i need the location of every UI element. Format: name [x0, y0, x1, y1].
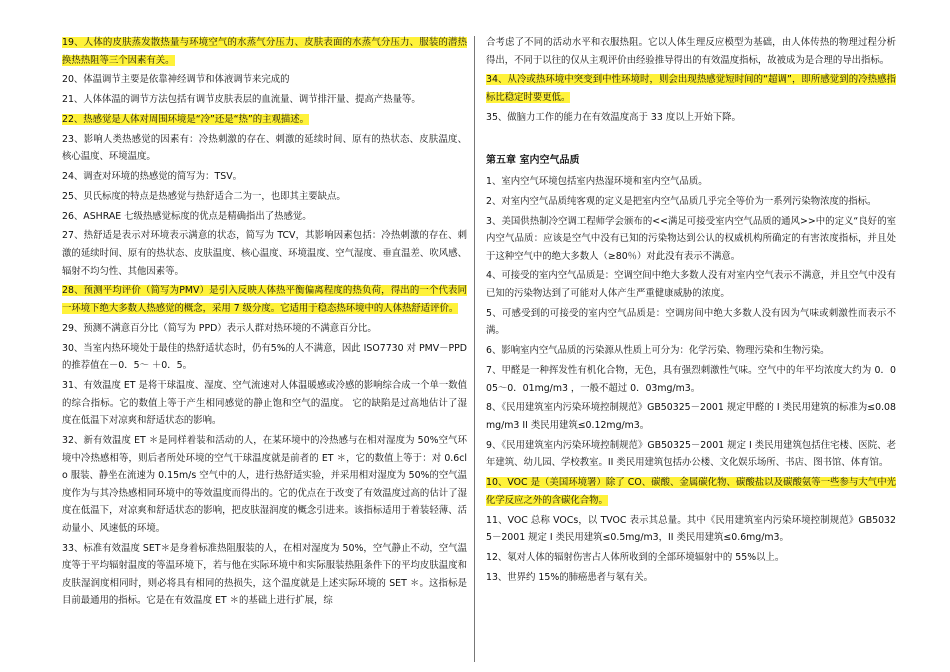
- paragraph-text: 31、有效温度 ET 是将干球温度、湿度、空气流速对人体温暖感或冷感的影响综合成一个单一数值的综合指标。它的数值上等于产生相同感觉的静止饱和空气的温度。 它的缺陷是过高地估计了湿度在低温下对凉爽和舒适状态的影响。: [62, 379, 467, 427]
- paragraph: [486, 342, 896, 360]
- paragraph-text: 20、体温调节主要是依靠神经调节和体液调节来完成的: [62, 74, 290, 86]
- paragraph: [62, 432, 467, 538]
- paragraph: [486, 267, 896, 302]
- paragraph-text: 27、热舒适是表示对环境表示满意的状态，简写为 TCV，其影响因素包括：冷热刺激的存在、刺激的延续时间、原有的热状态、皮肤温度、核心温度、环境温度、空气湿度、垂直温差、吹风感、辐射不均匀性、其他因素等。: [62, 230, 467, 277]
- highlighted-text: 19、人体的皮肤蒸发散热量与环境空气的水蒸气分压力、皮肤表面的水蒸气分压力、服装的潜热换热热阻等三个因素有关。: [62, 37, 467, 66]
- paragraph-text: 8、《民用建筑室内污染环境控制规范》GB50325－2001 规定甲醛的 I 类民用建筑的标准为≤0.08mg/m3 II 类民用建筑≤0.12mg/m3。: [486, 402, 896, 431]
- paragraph: [486, 437, 896, 472]
- paragraph: [62, 340, 467, 375]
- paragraph: [62, 282, 467, 317]
- paragraph-text: 21、人体体温的调节方法包括有调节皮肤表层的血流量、调节排汗量、提高产热量等。: [62, 94, 421, 106]
- paragraph-text: 25、贝氏标度的特点是热感觉与热舒适合二为一，也即其主要缺点。: [62, 190, 346, 202]
- paragraph-text: 26、ASHRAE 七级热感觉标度的优点是精确指出了热感觉。: [62, 210, 312, 222]
- highlighted-text: 34、从冷或热环境中突变到中性环境时，则会出现热感觉短时间的“超调”，即所感觉到的冷热感指标比稳定时要更低。: [486, 74, 896, 103]
- paragraph-text: 4、可接受的室内空气品质是：空调空间中绝大多数人没有对室内空气表示不满意，并且空气中没有已知的污染物达到了可能对人体产生严重健康威胁的浓度。: [486, 270, 896, 300]
- paragraph: [486, 362, 896, 397]
- right-column-bottom: [486, 173, 896, 586]
- right-column-top: [486, 34, 896, 126]
- paragraph-text: 11、VOC 总称 VOCs，以 TVOC 表示其总量。其中《民用建筑室内污染环境控制规范》GB50325－2001 规定 I 类民用建筑≤0.5mg/m3，II 类民用建筑≤0.6mg/m3。: [486, 514, 896, 544]
- paragraph: [486, 305, 896, 340]
- paragraph-text: 9、《民用建筑室内污染环境控制规范》GB50325－2001 规定 I 类民用建筑包括住宅楼、医院、老年建筑、幼儿园、学校教室。II 类民用建筑包括办公楼、文化娱乐场所、书店、图书馆、体育馆。: [486, 439, 896, 469]
- paragraph: [62, 540, 467, 610]
- left-column: [62, 34, 467, 612]
- paragraph: [486, 549, 896, 567]
- paragraph: [62, 320, 467, 338]
- paragraph: [486, 512, 896, 547]
- paragraph: [62, 377, 467, 430]
- paragraph: [486, 193, 896, 211]
- paragraph: [486, 213, 896, 266]
- paragraph-text: 12、氡对人体的辐射伤害占人体所收到的全部环境辐射中的 55%以上。: [486, 551, 785, 563]
- paragraph: [62, 91, 467, 109]
- paragraph: [62, 168, 467, 186]
- paragraph-text: 13、世界约 15%的肺癌患者与氡有关。: [486, 571, 653, 583]
- column-divider: [474, 36, 475, 662]
- paragraph: [486, 399, 896, 434]
- paragraph-text: 2、对室内空气品质纯客观的定义是把室内空气品质几乎完全等价为一系列污染物浓度的指标。: [486, 195, 877, 207]
- paragraph: [62, 188, 467, 206]
- highlighted-text: 28、预测平均评价（简写为PMV）是引入反映人体热平衡偏离程度的热负荷，得出的一个代表同一环境下绝大多数人热感觉的概念，采用 7 级分度。它适用于稳态热环境中的人体热舒适评价。: [62, 285, 467, 314]
- paragraph-text: 35、做脑力工作的能力在有效温度高于 33 度以上开始下降。: [486, 111, 741, 123]
- paragraph-text: 7、甲醛是一种挥发性有机化合物，无色，具有强烈刺激性气味。空气中的年平均浓度大约为 0．005～0．01mg/m3 ，一般不超过 0．03mg/m3。: [486, 365, 896, 394]
- paragraph-text: 30、当室内热环境处于最佳的热舒适状态时，仍有5%的人不满意，因此 ISO7730 对 PMV－PPD 的推荐值在－0．5～ ＋0．5。: [62, 342, 468, 372]
- paragraph: [62, 71, 467, 89]
- paragraph-text: 32、新有效温度 ET ＊是同样着装和活动的人，在某环境中的冷热感与在相对湿度为 50%空气环境中冷热感相等，则后者所处环境的空气干球温度就是前者的 ET ＊，它的数值上等于：对 0.6clo 服装、静坐在流速为 0.15m/s 空气中的人，进行热舒适实验，并采用相对湿度为 50%的空气温度作为与其冷热感相同环境中的等效温度而得出的。它的优点在于改变了有效温度过高的估计了湿度在低温下，对凉爽和舒适状态的影响，把皮肤湿润度的概念引进来。该指标适用于着装轻薄、活动量小、风速低的环境。: [62, 434, 467, 534]
- right-column: [486, 34, 896, 588]
- paragraph-text: 3、美国供热制冷空调工程师学会颁布的<<满足可接受室内空气品质的通风>>中的定义“良好的室内空气品质：应该是空气中没有已知的污染物达到公认的权威机构所确定的有害浓度指标，并且处于这种空气中的绝大多数人（≥80％）对此没有表示不满意。: [486, 215, 896, 262]
- paragraph: [62, 227, 467, 280]
- paragraph: [62, 111, 467, 129]
- paragraph-text: 合考虑了不同的活动水平和衣服热阻。它以人体生理反应模型为基础，由人体传热的物理过程分析得出，不同于以往的仅从主观评价由经验推导得出的有效温度指标，故被成为是合理的导出指标。: [486, 37, 896, 66]
- paragraph: [486, 109, 896, 127]
- paragraph-text: 6、影响室内空气品质的污染源从性质上可分为：化学污染、物理污染和生物污染。: [486, 345, 830, 357]
- paragraph: [486, 34, 896, 69]
- paragraph-text: 33、标准有效温度 SET＊是身着标准热阻服装的人，在相对湿度为 50%，空气静止不动，空气温度等于平均辐射温度的等温环境下，若与他在实际环境中和实际服装热阻条件下的平均皮肤温度和皮肤湿润度相同时，则必将具有相同的热损失，这个温度就是上述实际环境的 SET ＊。这指标是目前最通用的指标。它是在有效温度 ET ＊的基础上进行扩展，综: [62, 542, 467, 607]
- paragraph: [62, 34, 467, 69]
- paragraph: [62, 208, 467, 226]
- paragraph: [486, 71, 896, 106]
- paragraph: [486, 474, 896, 509]
- chapter-title: 第五章 室内空气品质: [486, 155, 580, 167]
- highlighted-text: 10、VOC 是（美国环境署）除了 CO、碳酸、金属碳化物、碳酸盐以及碳酸氨等一些参与大气中光化学反应之外的含碳化合物。: [486, 477, 896, 506]
- paragraph: [486, 569, 896, 587]
- paragraph: [486, 173, 896, 191]
- paragraph-text: 5、可感受到的可接受的室内空气品质是：空调房间中绝大多数人没有因为气味或刺激性而表示不满。: [486, 307, 896, 337]
- paragraph-text: 23、影响人类热感觉的因素有：冷热刺激的存在、刺激的延续时间、原有的热状态、皮肤温度、核心温度、环境温度。: [62, 133, 467, 163]
- paragraph-text: 24、调查对环境的热感觉的简写为：TSV。: [62, 171, 243, 183]
- highlighted-text: 22、热感觉是人体对周围环境是“冷”还是“热”的主观描述。: [62, 113, 309, 125]
- paragraph-text: 1、室内空气环境包括室内热湿环境和室内空气品质。: [486, 175, 708, 187]
- paragraph: [62, 131, 467, 166]
- paragraph-text: 29、预测不满意百分比（简写为 PPD）表示人群对热环境的不满意百分比。: [62, 322, 377, 334]
